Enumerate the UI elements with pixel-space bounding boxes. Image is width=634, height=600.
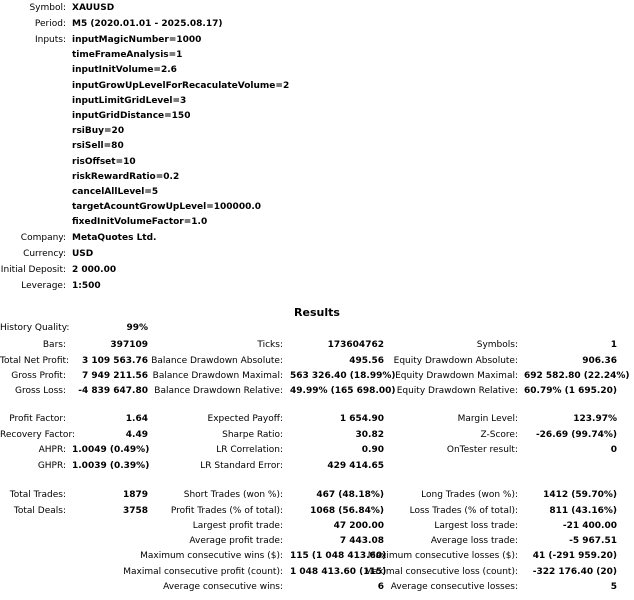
result-value: 1.64 — [125, 414, 148, 424]
result-value: 5 — [610, 582, 617, 592]
result-value: 47 200.00 — [333, 521, 384, 531]
result-value: 692 582.80 (22.24%) — [524, 371, 630, 381]
result-value: 1 654.90 — [339, 414, 384, 424]
input-param: rsiBuy=20 — [72, 126, 125, 137]
initial-deposit-value: 2 000.00 — [72, 265, 117, 275]
result-label: Average loss trade: — [430, 536, 518, 546]
input-param: targetAcountGrowUpLevel=100000.0 — [72, 202, 262, 213]
result-label: Z-Score: — [480, 430, 518, 440]
result-label: LR Correlation: — [216, 445, 283, 455]
result-label: Average profit trade: — [189, 536, 283, 546]
input-param: inputGridDistance=150 — [72, 111, 191, 121]
result-label: Expected Payoff: — [207, 414, 283, 424]
result-value: 429 414.65 — [327, 461, 384, 471]
result-value: 115 (1 048 413.60) — [290, 551, 387, 561]
result-value: 495.56 — [349, 356, 384, 366]
result-value: 3 109 563.76 — [81, 356, 148, 366]
result-label: Sharpe Ratio: — [222, 430, 283, 440]
result-value: 811 (43.16%) — [549, 506, 617, 516]
result-label: Total Trades: — [9, 490, 66, 500]
result-value: 0 — [610, 445, 617, 455]
currency-label: Currency: — [23, 249, 66, 259]
result-label: Gross Profit: — [11, 371, 66, 381]
result-value: 467 (48.18%) — [316, 490, 384, 500]
result-label: LR Standard Error: — [200, 461, 283, 471]
result-label: Balance Drawdown Maximal: — [152, 371, 283, 381]
result-label: Equity Drawdown Maximal: — [395, 371, 518, 381]
result-label: Average consecutive losses: — [390, 582, 518, 592]
result-label: Maximum consecutive wins ($): — [140, 551, 283, 561]
result-label: OnTester result: — [446, 445, 518, 455]
result-value: 30.82 — [355, 430, 384, 440]
result-label: Maximum consecutive losses ($): — [367, 551, 518, 561]
input-param: inputInitVolume=2.6 — [72, 65, 177, 76]
input-param: risOffset=10 — [72, 156, 136, 167]
input-param: inputMagicNumber=1000 — [72, 35, 202, 45]
result-label: Average consecutive wins: — [163, 582, 283, 592]
result-label: Largest profit trade: — [192, 521, 283, 531]
result-value: 3758 — [122, 506, 148, 516]
result-value: 397109 — [110, 340, 148, 350]
result-value: -5 967.51 — [569, 536, 617, 546]
result-label: Profit Factor: — [9, 414, 66, 424]
result-value: 1.0049 (0.49%) — [72, 445, 150, 455]
result-value: 123.97% — [573, 414, 617, 424]
result-label: Profit Trades (% of total): — [170, 506, 283, 516]
result-value: 1 — [610, 340, 617, 350]
leverage-label: Leverage: — [21, 281, 66, 291]
result-label: History Quality: — [0, 323, 70, 333]
result-label: Largest loss trade: — [434, 521, 518, 531]
result-label: Long Trades (won %): — [421, 490, 518, 500]
period-label: Period: — [34, 19, 66, 29]
result-label: Balance Drawdown Absolute: — [151, 356, 283, 366]
result-label: GHPR: — [37, 461, 66, 471]
result-value: -26.69 (99.74%) — [535, 430, 617, 440]
result-value: -21 400.00 — [562, 521, 617, 531]
input-param: rsiSell=80 — [72, 141, 124, 152]
period-value: M5 (2020.01.01 - 2025.08.17) — [72, 19, 223, 29]
input-param: cancelAllLevel=5 — [72, 187, 159, 197]
result-value: 1.0039 (0.39%) — [72, 461, 150, 471]
result-label: Total Net Profit: — [0, 356, 70, 366]
leverage-value: 1:500 — [72, 281, 101, 291]
symbol-value: XAUUSD — [72, 3, 115, 13]
result-value: -322 176.40 (20) — [532, 567, 617, 577]
currency-value: USD — [72, 249, 94, 259]
result-value: 563 326.40 (18.99%) — [290, 371, 396, 381]
result-value: 7 949 211.56 — [81, 371, 148, 381]
result-label: Maximal consecutive profit (count): — [123, 567, 283, 577]
result-value: 99% — [126, 323, 148, 333]
result-value: 0.90 — [361, 445, 384, 455]
result-label: Recovery Factor: — [0, 430, 76, 440]
results-title: Results — [294, 306, 340, 319]
symbol-label: Symbol: — [29, 3, 66, 13]
result-label: Maximal consecutive loss (count): — [364, 567, 518, 577]
result-label: Equity Drawdown Relative: — [396, 386, 518, 396]
result-label: Total Deals: — [13, 506, 66, 516]
result-value: 60.79% (1 695.20) — [524, 386, 617, 396]
result-label: Bars: — [42, 340, 66, 350]
inputs-label: Inputs: — [34, 35, 66, 45]
input-param: riskRewardRatio=0.2 — [72, 171, 180, 182]
result-value: 1412 (59.70%) — [543, 490, 617, 500]
result-value: 4.49 — [125, 430, 148, 440]
result-value: 1 048 413.60 (115) — [290, 567, 387, 577]
result-label: Ticks: — [257, 340, 283, 350]
result-label: Balance Drawdown Relative: — [154, 386, 283, 396]
company-value: MetaQuotes Ltd. — [72, 233, 157, 243]
result-value: 41 (-291 959.20) — [532, 551, 617, 561]
input-param: inputGrowUpLevelForRecaculateVolume=2 — [72, 80, 290, 91]
result-label: Equity Drawdown Absolute: — [393, 356, 518, 366]
result-value: 49.99% (165 698.00) — [290, 386, 396, 396]
result-label: Symbols: — [476, 340, 518, 350]
initial-deposit-label: Initial Deposit: — [0, 265, 66, 275]
input-param: timeFrameAnalysis=1 — [72, 50, 183, 61]
result-value: 1068 (56.84%) — [310, 506, 384, 516]
result-value: 906.36 — [582, 356, 617, 366]
result-label: Loss Trades (% of total): — [409, 506, 518, 516]
result-label: Short Trades (won %): — [183, 490, 283, 500]
result-value: 1879 — [122, 490, 148, 500]
result-label: Gross Loss: — [15, 386, 66, 396]
company-label: Company: — [20, 233, 66, 243]
result-label: AHPR: — [38, 445, 66, 455]
result-value: 7 443.08 — [339, 536, 384, 546]
result-value: 6 — [377, 582, 384, 592]
result-value: -4 839 647.80 — [78, 386, 148, 396]
input-param: inputLimitGridLevel=3 — [72, 95, 187, 106]
result-label: Margin Level: — [457, 414, 518, 424]
result-value: 173604762 — [327, 340, 384, 350]
input-param: fixedInitVolumeFactor=1.0 — [72, 217, 208, 228]
